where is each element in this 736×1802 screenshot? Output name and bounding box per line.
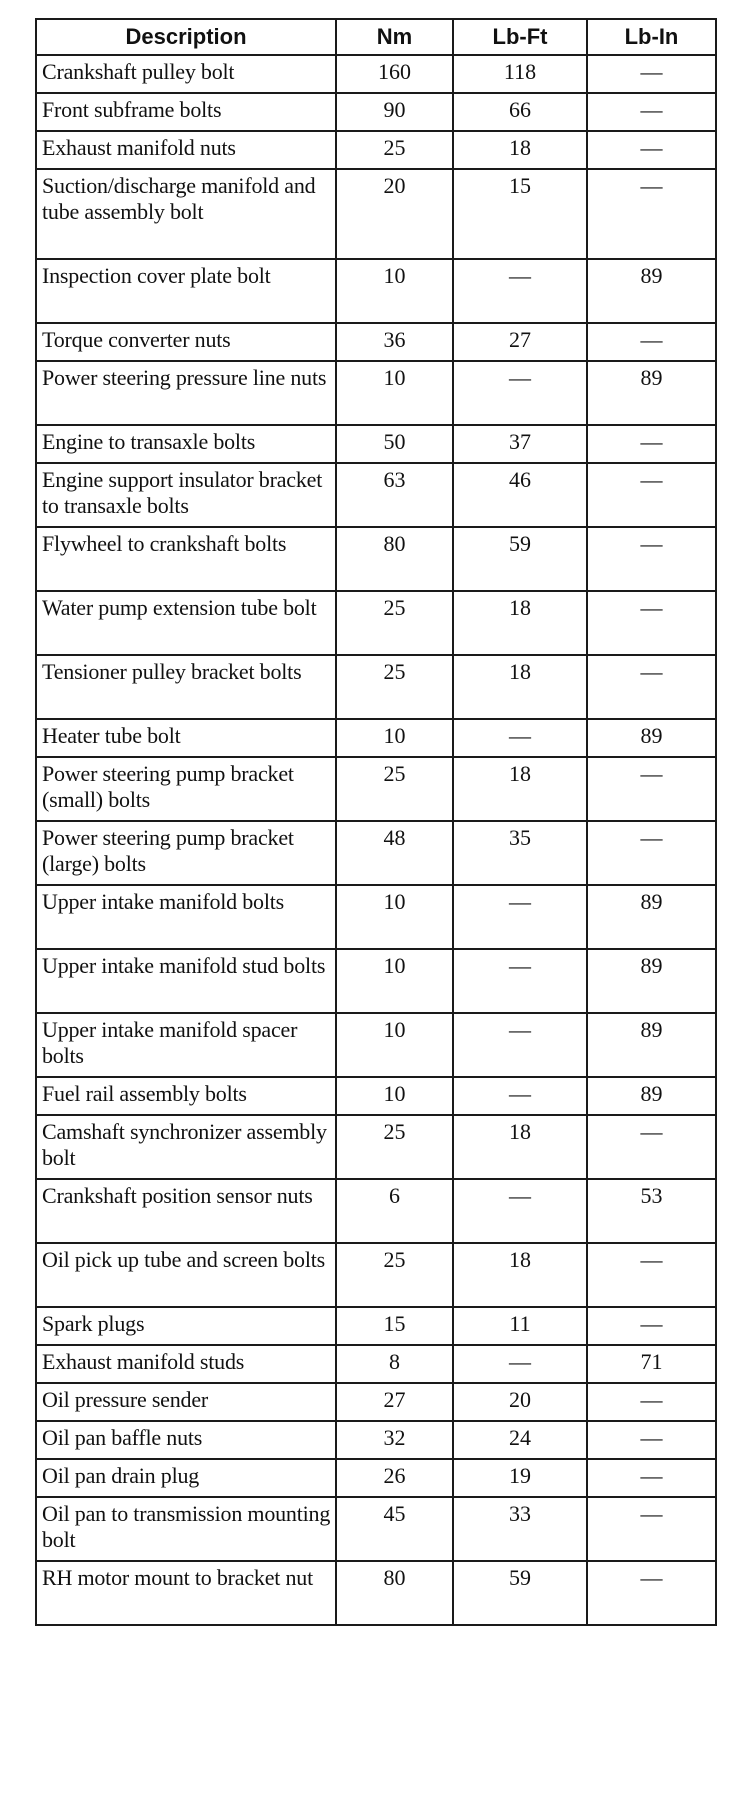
cell-lbft: 18 [453, 757, 587, 821]
cell-lbft: 33 [453, 1497, 587, 1561]
cell-nm: 45 [336, 1497, 453, 1561]
cell-nm: 20 [336, 169, 453, 259]
cell-description: Camshaft synchronizer assembly bolt [36, 1115, 336, 1179]
cell-nm: 48 [336, 821, 453, 885]
cell-lbft: 66 [453, 93, 587, 131]
cell-description: Oil pan to transmission mounting bolt [36, 1497, 336, 1561]
header-row [36, 19, 716, 55]
cell-lbft: — [453, 1013, 587, 1077]
cell-lbin: — [587, 1459, 716, 1497]
cell-lbin: — [587, 821, 716, 885]
header-nm: Nm [336, 19, 453, 55]
cell-lbin: 89 [587, 719, 716, 757]
cell-lbft: 18 [453, 1115, 587, 1179]
cell-nm: 80 [336, 1561, 453, 1625]
table-row [36, 885, 716, 949]
cell-description: Suction/discharge manifold and tube assembly bolt [36, 169, 336, 259]
torque-spec-table [35, 18, 717, 1626]
cell-nm: 63 [336, 463, 453, 527]
table-row [36, 1497, 716, 1561]
cell-nm: 26 [336, 1459, 453, 1497]
cell-description: Inspection cover plate bolt [36, 259, 336, 323]
cell-lbin: 89 [587, 1077, 716, 1115]
table-row [36, 259, 716, 323]
table-row [36, 425, 716, 463]
cell-lbft: 18 [453, 1243, 587, 1307]
table-row [36, 1243, 716, 1307]
cell-lbin: — [587, 1383, 716, 1421]
table-row [36, 1345, 716, 1383]
table-row [36, 169, 716, 259]
cell-nm: 25 [336, 131, 453, 169]
table-row [36, 591, 716, 655]
cell-lbft: — [453, 1345, 587, 1383]
table-row [36, 949, 716, 1013]
table-row [36, 55, 716, 93]
cell-lbin: — [587, 1307, 716, 1345]
table-row [36, 1383, 716, 1421]
cell-lbin: — [587, 1115, 716, 1179]
table-row [36, 1115, 716, 1179]
table-row [36, 1013, 716, 1077]
cell-lbin: — [587, 55, 716, 93]
cell-lbin: — [587, 463, 716, 527]
cell-nm: 10 [336, 885, 453, 949]
cell-lbin: 89 [587, 361, 716, 425]
cell-description: RH motor mount to bracket nut [36, 1561, 336, 1625]
table-row [36, 719, 716, 757]
cell-lbin: — [587, 323, 716, 361]
cell-lbin: — [587, 655, 716, 719]
cell-description: Oil pan baffle nuts [36, 1421, 336, 1459]
cell-nm: 8 [336, 1345, 453, 1383]
table-row [36, 1307, 716, 1345]
cell-description: Spark plugs [36, 1307, 336, 1345]
cell-lbin: — [587, 425, 716, 463]
cell-lbft: 24 [453, 1421, 587, 1459]
cell-lbft: 59 [453, 1561, 587, 1625]
table-row [36, 757, 716, 821]
cell-nm: 15 [336, 1307, 453, 1345]
cell-lbft: 59 [453, 527, 587, 591]
header-lbft: Lb-Ft [453, 19, 587, 55]
table-row [36, 655, 716, 719]
cell-description: Upper intake manifold bolts [36, 885, 336, 949]
cell-lbin: — [587, 1497, 716, 1561]
cell-description: Crankshaft position sensor nuts [36, 1179, 336, 1243]
cell-lbft: 15 [453, 169, 587, 259]
cell-lbin: — [587, 169, 716, 259]
header-lbin: Lb-In [587, 19, 716, 55]
cell-nm: 10 [336, 949, 453, 1013]
cell-nm: 32 [336, 1421, 453, 1459]
table-row [36, 1561, 716, 1625]
cell-nm: 25 [336, 1243, 453, 1307]
cell-nm: 25 [336, 591, 453, 655]
cell-description: Power steering pressure line nuts [36, 361, 336, 425]
cell-nm: 50 [336, 425, 453, 463]
cell-lbin: — [587, 1243, 716, 1307]
cell-lbft: — [453, 259, 587, 323]
cell-lbin: — [587, 1561, 716, 1625]
cell-lbin: — [587, 591, 716, 655]
cell-nm: 25 [336, 1115, 453, 1179]
cell-nm: 6 [336, 1179, 453, 1243]
cell-lbft: 11 [453, 1307, 587, 1345]
cell-lbft: — [453, 361, 587, 425]
cell-lbin: 53 [587, 1179, 716, 1243]
cell-lbft: 19 [453, 1459, 587, 1497]
cell-description: Front subframe bolts [36, 93, 336, 131]
cell-description: Heater tube bolt [36, 719, 336, 757]
cell-lbft: 37 [453, 425, 587, 463]
cell-nm: 80 [336, 527, 453, 591]
cell-description: Oil pick up tube and screen bolts [36, 1243, 336, 1307]
cell-lbft: 18 [453, 131, 587, 169]
cell-nm: 10 [336, 1077, 453, 1115]
cell-lbin: 89 [587, 885, 716, 949]
cell-lbft: — [453, 1179, 587, 1243]
table-header [36, 19, 716, 55]
table-row [36, 463, 716, 527]
cell-nm: 10 [336, 719, 453, 757]
cell-lbin: 89 [587, 949, 716, 1013]
cell-description: Crankshaft pulley bolt [36, 55, 336, 93]
cell-nm: 10 [336, 259, 453, 323]
table-row [36, 323, 716, 361]
cell-lbft: 18 [453, 655, 587, 719]
cell-lbft: — [453, 1077, 587, 1115]
cell-nm: 36 [336, 323, 453, 361]
cell-nm: 25 [336, 757, 453, 821]
table-row [36, 527, 716, 591]
cell-description: Power steering pump bracket (large) bolts [36, 821, 336, 885]
cell-description: Engine to transaxle bolts [36, 425, 336, 463]
cell-lbin: 89 [587, 1013, 716, 1077]
cell-lbft: 46 [453, 463, 587, 527]
cell-description: Water pump extension tube bolt [36, 591, 336, 655]
cell-nm: 10 [336, 1013, 453, 1077]
cell-lbft: 118 [453, 55, 587, 93]
table-row [36, 93, 716, 131]
cell-nm: 90 [336, 93, 453, 131]
cell-lbft: 35 [453, 821, 587, 885]
cell-lbin: — [587, 527, 716, 591]
table-row [36, 1421, 716, 1459]
cell-lbin: — [587, 1421, 716, 1459]
cell-description: Oil pan drain plug [36, 1459, 336, 1497]
cell-description: Tensioner pulley bracket bolts [36, 655, 336, 719]
cell-lbft: — [453, 885, 587, 949]
cell-lbft: — [453, 719, 587, 757]
cell-lbft: 18 [453, 591, 587, 655]
cell-lbft: 20 [453, 1383, 587, 1421]
cell-nm: 10 [336, 361, 453, 425]
cell-nm: 25 [336, 655, 453, 719]
cell-description: Exhaust manifold studs [36, 1345, 336, 1383]
cell-lbft: — [453, 949, 587, 1013]
cell-description: Flywheel to crankshaft bolts [36, 527, 336, 591]
cell-nm: 160 [336, 55, 453, 93]
cell-lbin: — [587, 757, 716, 821]
cell-description: Fuel rail assembly bolts [36, 1077, 336, 1115]
cell-lbin: — [587, 93, 716, 131]
table-row [36, 821, 716, 885]
cell-lbft: 27 [453, 323, 587, 361]
cell-lbin: 71 [587, 1345, 716, 1383]
cell-description: Oil pressure sender [36, 1383, 336, 1421]
table-row [36, 1077, 716, 1115]
table-body [36, 55, 716, 1625]
table-row [36, 1459, 716, 1497]
cell-description: Upper intake manifold spacer bolts [36, 1013, 336, 1077]
cell-lbin: — [587, 131, 716, 169]
cell-description: Exhaust manifold nuts [36, 131, 336, 169]
cell-description: Upper intake manifold stud bolts [36, 949, 336, 1013]
header-description: Description [36, 19, 336, 55]
cell-description: Power steering pump bracket (small) bolts [36, 757, 336, 821]
cell-description: Torque converter nuts [36, 323, 336, 361]
cell-nm: 27 [336, 1383, 453, 1421]
cell-description: Engine support insulator bracket to transaxle bolts [36, 463, 336, 527]
cell-lbin: 89 [587, 259, 716, 323]
table-row [36, 131, 716, 169]
table-row [36, 361, 716, 425]
table-row [36, 1179, 716, 1243]
